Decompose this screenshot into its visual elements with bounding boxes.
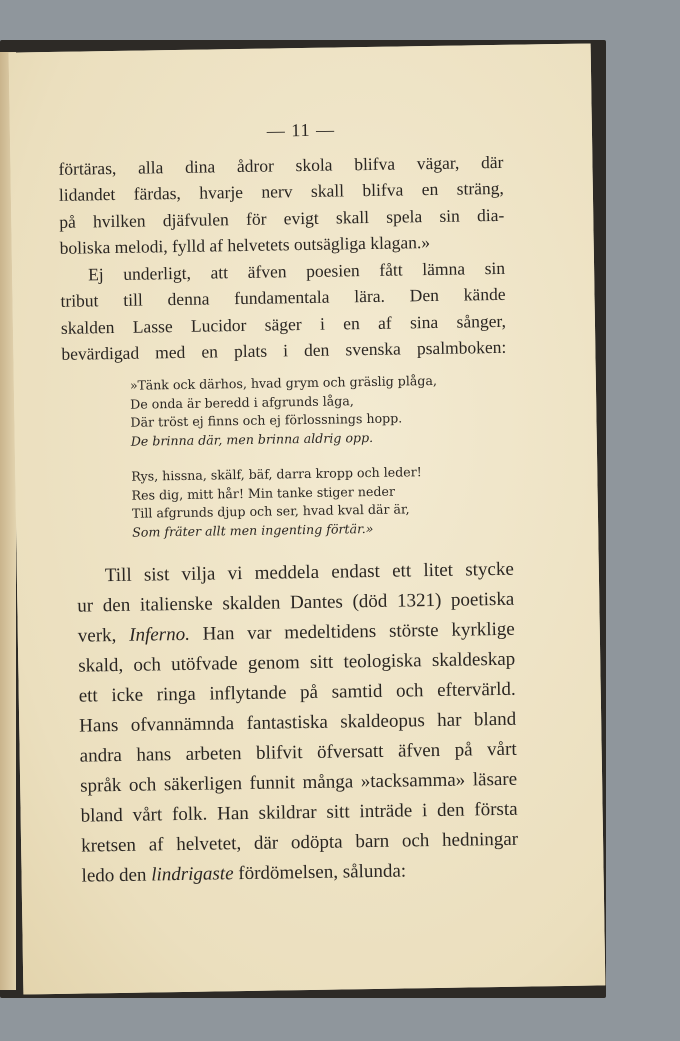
text-line: språk och säkerligen funnit många »tacksamma» läsare <box>80 768 518 797</box>
text-line: ett icke ringa inflytande på samtid och eftervärld. <box>78 678 516 707</box>
text-line: andra hans arbeten blifvit öfversatt äfven på vårt <box>79 738 517 767</box>
poem-line: De onda är beredd i afgrunds låga, <box>130 392 354 412</box>
poem-line: De brinna där, men brinna aldrig opp. <box>130 429 374 449</box>
text-line: ur den italienske skalden Dantes (död 1321) poetiska <box>77 588 515 617</box>
text-line: verk, Inferno. Han var medeltidens störste kyrklige <box>77 618 515 647</box>
page-number: — 11 — <box>266 119 336 141</box>
book-page <box>9 43 606 994</box>
poem-line: Som fräter allt men ingenting förtär.» <box>132 520 374 540</box>
text-line: boliska melodi, fylld af helvetets outsägliga klagan.» <box>59 231 431 258</box>
text-line: bevärdigad med en plats i den svenska psalmboken: <box>61 336 507 364</box>
poem-line: Res dig, mitt hår! Min tanke stiger neder <box>131 483 396 503</box>
text-line: kretsen af helvetet, där odöpta barn och hedningar <box>80 828 519 857</box>
poem-line: Där tröst ej finns och ej förlossnings hopp. <box>130 410 403 430</box>
text-line: ledo den lindrigaste fördömelsen, sålunda: <box>81 860 407 887</box>
text-line: tribut till denna fundamentala lära. Den kände <box>60 284 506 312</box>
text-line: Till sist vilja vi meddela endast ett litet stycke <box>104 558 514 587</box>
text-line: förtäras, alla dina ådror skola blifva vägar, där <box>58 151 504 179</box>
text-line: Ej underligt, att äfven poesien fått lämna sin <box>87 257 506 285</box>
poem-quote <box>130 371 513 542</box>
text-line: skalden Lasse Lucidor säger i en af sina sånger, <box>60 310 507 338</box>
paragraph-2 <box>60 255 507 367</box>
poem-line: Rys, hissna, skälf, bäf, darra kropp och leder! <box>131 464 422 484</box>
text-line: lidandet färdas, hvarje nerv skall blifva en sträng, <box>58 178 504 206</box>
text-line: skald, och utöfvade genom sitt teologiska skaldeskap <box>78 648 516 677</box>
text-line: Hans ofvannämnda fantastiska skaldeopus har bland <box>79 708 517 737</box>
paragraph-1 <box>58 149 505 261</box>
poem-line: »Tänk ock därhos, hvad grym och gräslig plåga, <box>129 372 438 393</box>
text-line: bland vårt folk. Han skildrar sitt inträde i den första <box>80 798 518 827</box>
text-line: på hvilken djäfvulen för evigt skall spela sin dia- <box>59 204 505 232</box>
paragraph-3 <box>77 555 519 892</box>
poem-line: Till afgrunds djup och ser, hvad kval där är, <box>131 501 410 521</box>
